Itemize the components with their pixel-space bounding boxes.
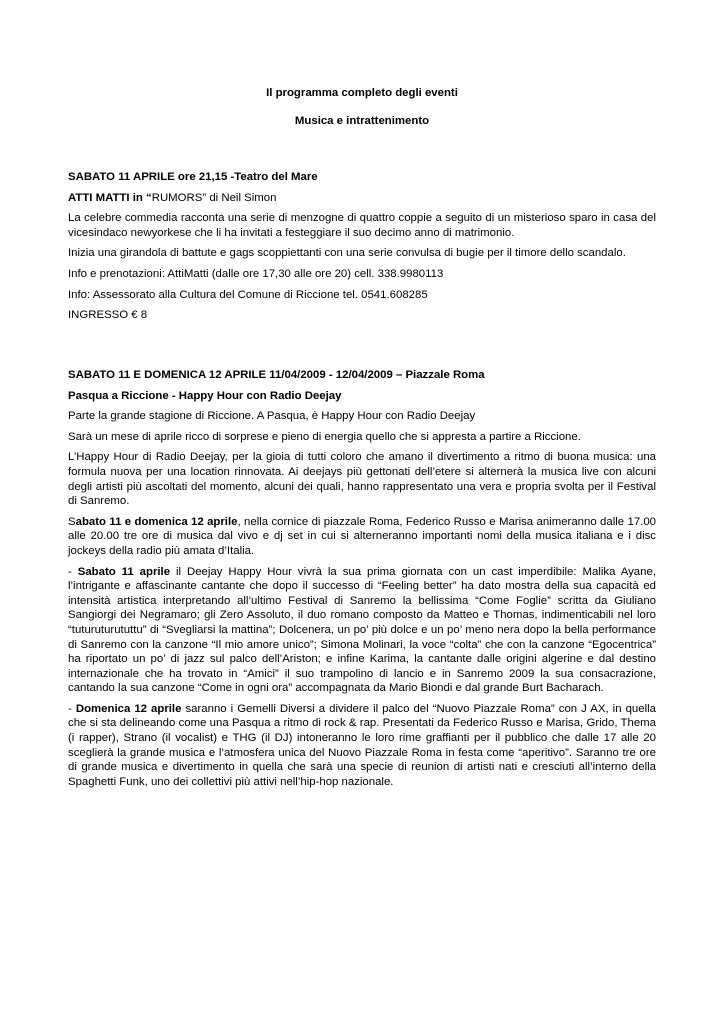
paragraph-lead: S (68, 515, 76, 528)
page-title: Il programma completo degli eventi (266, 87, 458, 99)
event-2-paragraph (68, 515, 656, 559)
paragraph-bold: Sabato 11 aprile (77, 565, 171, 578)
event-2-paragraph: Parte la grande stagione di Riccione. A Pasqua, è Happy Hour con Radio Deejay (68, 410, 476, 423)
event-1-paragraph: La celebre commedia racconta una serie di menzogne di quattro coppie a seguito di un misterioso sparo in casa del vicesindaco newyorkese che li ha invitati a festeggiare il suo decimo anno di matrimonio. (68, 212, 656, 239)
paragraph-rest: il Deejay Happy Hour vivrà la sua prima giornata con un cast imperdibile: Malika Ayane, l’intrigante e affascinante cantante che dopo il successo di “Feeling better” ha dato mostra della sua capacità ed intensità artistica interpretando all’ultimo Festival di Sanremo la bellissima “Come Foglie” scritta da Giuliano Sangiorgi dei Negramaro; gli Zero Assoluto, il duo romano composto da Matteo e Thomas, indimenticabili nel loro “tuturuturututtu” di “Svegliarsi la mattina”; Dolcenera, un po’ più dolce e un po’ meno nera dopo la bella performance di Sanremo con la canzone “Il mio amore unico”; Simona Molinari, la voce “colta” che con la canzone “Egocentrica” ha riportato un po’ di jazz sul palco dell’Ariston; e infine Karima, la cantante dalle origini algerine e dal destino internazionale che ha trovato in “Amici” il suo trampolino di lancio e in Sanremo 2009 la sua consacrazione, cantando la sua canzone “Come in ogni ora” accompagnata da Mario Biondi e dal grande Burt Bacharach. (68, 565, 656, 695)
event-2-header: SABATO 11 E DOMENICA 12 APRILE 11/04/2009 - 12/04/2009 – Piazzale Roma (68, 369, 485, 381)
event-2-paragraph: Sarà un mese di aprile ricco di sorprese e pieno di energia quello che si appresta a partire a Riccione. (68, 430, 581, 443)
event-2-paragraph (68, 702, 656, 790)
event-2-paragraph: L’Happy Hour di Radio Deejay, per la gioia di tutti coloro che amano il divertimento a ritmo di buona musica: una formula nuova per una location rinnovata. Ai deejays più gettonati dell’etere si alternerà la musica live con alcuni degli artisti più ascoltati del momento, alcuni dei quali, hanno rappresentato una vera e propria svolta per il Festival di Sanremo. (68, 451, 656, 508)
page-subtitle: Musica e intrattenimento (294, 115, 430, 127)
event-2-section (68, 368, 656, 795)
paragraph-bold: Domenica 12 aprile (75, 702, 182, 715)
show-title-bold: ATTI MATTI in “ (68, 191, 152, 204)
event-1-contact-info: Info: Assessorato alla Cultura del Comune di Riccione tel. 0541.608285 (68, 288, 428, 301)
event-1-show-title (68, 191, 656, 206)
event-1-paragraph: Inizia una girandola di battute e gags scoppiettanti con una serie convulsa di bugie per il timore dello scandalo. (68, 247, 626, 260)
event-1-booking-info: Info e prenotazioni: AttiMatti (dalle ore 17,30 alle ore 20) cell. 338.9980113 (68, 267, 444, 280)
show-title-rest: RUMORS” di Neil Simon (151, 191, 277, 204)
paragraph-rest: , nella cornice di piazzale Roma, Federico Russo e Marisa animeranno dalle 17.00 alle 20.00 tre ore di musica dal vivo e dj set in cui si alterneranno importanti nomi della musica italiana e i disc jockeys della radio più amata d’Italia. (68, 515, 656, 557)
event-2-subheader: Pasqua a Riccione - Happy Hour con Radio Deejay (68, 389, 342, 402)
paragraph-rest: saranno i Gemelli Diversi a dividere il palco del “Nuovo Piazzale Roma” con J AX, in quella che si sta delineando come una Pasqua a ritmo di rock & rap. Presentati da Federico Russo e Marisa, Grido, Thema (i rapper), Strano (il vocalist) e THG (il DJ) intoneranno le loro rime graffianti per il pubblico che dalle 17 alle 20 sceglierà la grande musica e l’atmosfera unica del Nuovo Piazzale Roma in festa come “aperitivo”. Saranno tre ore di grande musica e divertimento in quella che sarà una specie di reunion di artisti nati e cresciuti all’interno della Spaghetti Funk, uno dei collettivi più attivi nell’hip-hop nazionale. (68, 702, 656, 788)
event-1-admission: INGRESSO € 8 (68, 309, 148, 322)
paragraph-bold: abato 11 e domenica 12 aprile (75, 515, 238, 528)
event-1-header: SABATO 11 APRILE ore 21,15 -Teatro del Mare (68, 171, 318, 183)
paragraph-lead: - (68, 702, 76, 715)
event-1-section (68, 170, 656, 329)
event-2-paragraph (68, 565, 656, 696)
paragraph-lead: - (68, 565, 78, 578)
